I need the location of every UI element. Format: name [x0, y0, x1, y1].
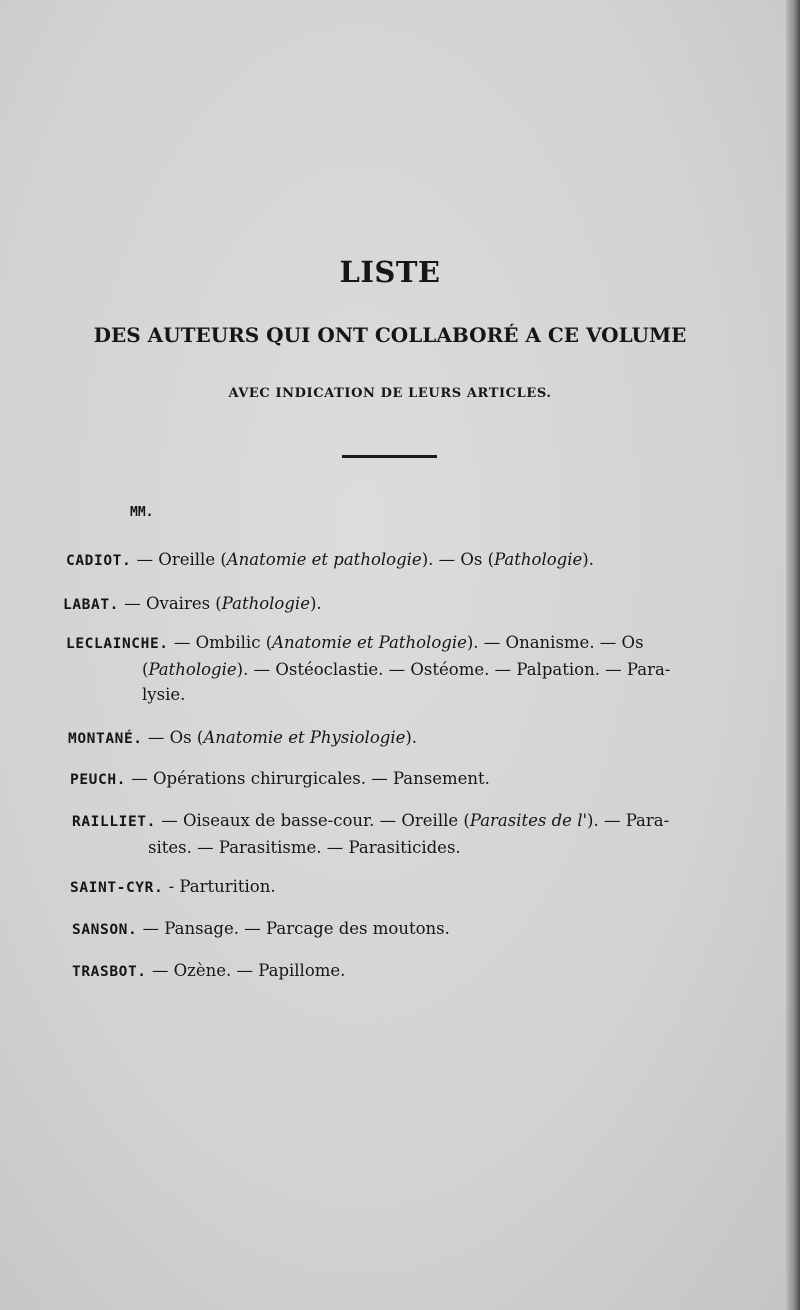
entry-text: — Os (	[147, 728, 204, 747]
entry-text: — Oreille (	[136, 550, 227, 569]
author-name: SANSON.	[72, 922, 138, 938]
entry-text: ).	[582, 550, 594, 569]
entry-text: — Oiseaux de basse-cour. — Oreille (	[161, 811, 470, 830]
entry-text: ).	[405, 728, 418, 747]
author-entry-peuch	[70, 766, 735, 793]
author-entry-montane	[68, 725, 733, 752]
page-title: LISTE	[339, 255, 441, 289]
author-entry-sanson	[72, 916, 737, 943]
page-subtitle: DES AUTEURS QUI ONT COLLABORÉ A CE VOLUME	[93, 323, 687, 347]
page-edge-shadow	[786, 0, 800, 1310]
entry-line-1	[66, 630, 731, 657]
author-entry-trasbot	[72, 958, 737, 985]
entry-line-2: sites. — Parasitisme. — Parasiticides.	[148, 838, 461, 857]
author-name: SAINT-CYR.	[70, 880, 164, 896]
entry-text: ). — Para-	[587, 811, 670, 830]
author-name: RAILLIET.	[72, 814, 156, 830]
entry-line-1	[72, 808, 737, 835]
entry-italic: Parasites de l'	[469, 811, 588, 830]
entry-text: ). — Ostéoclastie. — Ostéome. — Palpation. — Para-	[236, 660, 671, 679]
entry-text: — Ombilic (	[173, 633, 273, 652]
title-divider	[342, 455, 437, 458]
entry-italic: Anatomie et pathologie	[226, 550, 422, 569]
author-name: PEUCH.	[70, 772, 126, 788]
entry-text: ).	[309, 594, 322, 613]
entry-text: — Opérations chirurgicales. — Pansement.	[131, 769, 490, 788]
author-name: CADIOT.	[66, 553, 132, 569]
entry-italic: Anatomie et Pathologie	[272, 633, 467, 652]
entry-text: — Pansage. — Parcage des moutons.	[142, 919, 450, 938]
page-subsubtitle: AVEC INDICATION DE LEURS ARTICLES.	[228, 386, 552, 401]
entry-italic: Pathologie	[221, 594, 310, 613]
entry-text: (	[142, 660, 149, 679]
entry-text: - Parturition.	[168, 877, 276, 896]
author-entry-saint-cyr	[70, 874, 735, 901]
author-name: TRASBOT.	[72, 964, 147, 980]
entry-italic: Anatomie et Physiologie	[203, 728, 406, 747]
author-name: LECLAINCHE.	[66, 636, 169, 652]
salutation-mm: MM.	[130, 505, 154, 520]
entry-text: — Ozène. — Papillome.	[151, 961, 346, 980]
entry-text: ). — Onanisme. — Os	[466, 633, 644, 652]
entry-italic: Pathologie	[148, 660, 237, 679]
author-name: MONTANÉ.	[68, 731, 143, 747]
entry-italic: Pathologie	[494, 550, 583, 569]
author-entry-leclainche	[66, 630, 731, 707]
entry-text: — Ovaires (	[124, 594, 222, 613]
author-entry-railliet	[72, 808, 737, 860]
author-entry-labat	[63, 591, 728, 618]
entry-line-3: lysie.	[142, 685, 186, 704]
author-entry-cadiot	[66, 547, 731, 574]
author-name: LABAT.	[63, 597, 119, 613]
entry-line-2	[66, 657, 731, 682]
entry-text: ). — Os (	[421, 550, 495, 569]
